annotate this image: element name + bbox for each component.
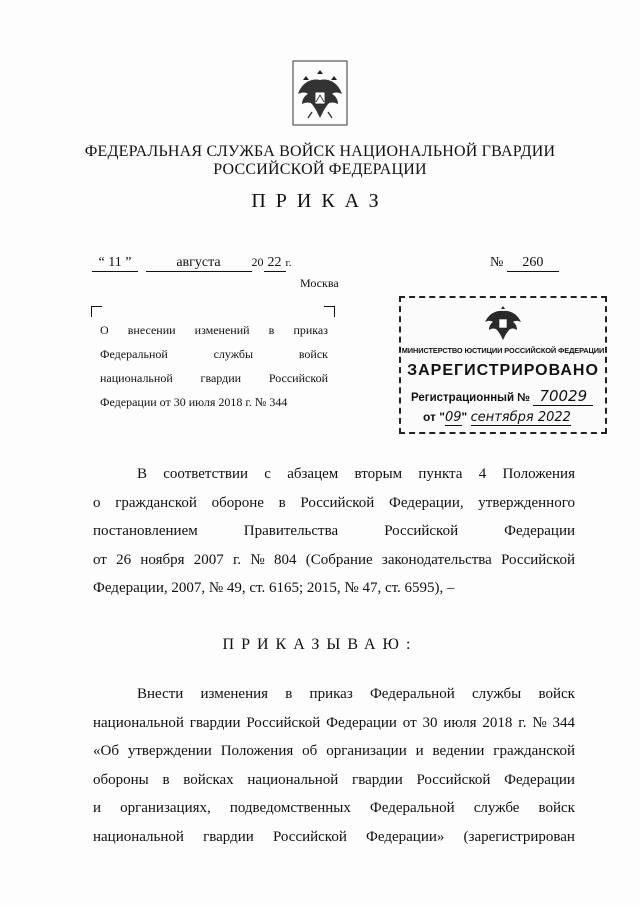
body-word: национальной xyxy=(93,828,184,845)
subject-line xyxy=(100,366,328,390)
subject-word: Федеральной xyxy=(100,347,168,361)
preamble-word: Правительства xyxy=(243,523,339,539)
body-word: войск xyxy=(538,686,575,702)
order-number-value: 260 xyxy=(507,255,559,272)
preamble-word: Положения xyxy=(502,466,575,482)
body-word: приказ xyxy=(309,686,353,702)
agency-name-line2: РОССИЙСКОЙ ФЕДЕРАЦИИ xyxy=(213,161,427,178)
body-word: службе xyxy=(473,800,520,816)
body-word: Федеральной xyxy=(369,686,455,702)
document-type: ПРИКАЗ xyxy=(251,190,389,212)
body-text: «Об утверждении Положения об организации и ведении гражданской xyxy=(93,743,575,759)
quote-open: “ xyxy=(98,255,105,270)
order-date-year-suffix: 22 xyxy=(264,255,286,272)
stamp-reg-number-label: Регистрационный № xyxy=(411,392,531,404)
order-date-year-prefix: 20 xyxy=(251,255,264,269)
preamble-text: от 26 ноября 2007 г. № 804 (Собрание законодательства Российской xyxy=(93,551,575,568)
preamble-word: пункта xyxy=(418,466,463,482)
body-word: и xyxy=(93,800,102,816)
subject-bracket-right xyxy=(324,306,335,317)
stamp-date-open-quote: " xyxy=(439,410,445,424)
issue-city: Москва xyxy=(300,276,339,290)
body-word: изменения xyxy=(200,686,269,702)
subject-word: в xyxy=(268,323,275,337)
body-line xyxy=(93,823,575,852)
agency-name xyxy=(80,143,560,179)
subject-line xyxy=(100,342,328,366)
preamble-text: Федерации, 2007, № 49, ст. 6165; 2015, № 47, ст. 6595), – xyxy=(93,580,455,596)
stamp-date-row xyxy=(423,410,603,425)
subject-bracket-left xyxy=(91,306,102,317)
preamble-word: в xyxy=(278,494,286,511)
body-word: в xyxy=(285,686,293,702)
preamble-paragraph xyxy=(93,460,575,603)
body-line xyxy=(93,709,575,738)
body-word: Федеральной xyxy=(369,800,455,816)
preamble-word: о xyxy=(93,494,101,511)
body-word: Российской xyxy=(416,771,491,788)
number-sign: № xyxy=(490,255,504,270)
body-paragraph xyxy=(93,680,575,851)
body-word: обороны xyxy=(93,771,149,788)
subject-word: внесении xyxy=(127,323,176,337)
quote-close: ” xyxy=(125,255,132,270)
subject-line xyxy=(100,390,328,414)
order-date xyxy=(92,255,292,272)
order-date-month: августа xyxy=(146,255,252,272)
preamble-word: постановлением xyxy=(93,523,198,539)
stamp-status: ЗАРЕГИСТРИРОВАНО xyxy=(407,362,599,379)
subject-word: гвардии xyxy=(200,371,242,385)
body-word: в xyxy=(162,771,170,788)
ordering-word: ПРИКАЗЫВАЮ: xyxy=(222,636,418,653)
subject-word: службы xyxy=(213,347,254,361)
coat-of-arms-icon xyxy=(292,60,348,126)
subject-text: Федерации от 30 июля 2018 г. № 344 xyxy=(100,395,288,409)
preamble-word: Российской xyxy=(300,494,375,511)
body-line xyxy=(93,737,575,766)
stamp-ministry: МИНИСТЕРСТВО ЮСТИЦИИ РОССИЙСКОЙ ФЕДЕРАЦИИ xyxy=(401,346,605,355)
order-number xyxy=(490,255,559,272)
order-subject xyxy=(100,318,328,414)
body-word: службы xyxy=(471,686,522,702)
body-line xyxy=(93,766,575,795)
body-word: национальной xyxy=(247,771,339,788)
body-word: подведомственных xyxy=(229,800,351,816)
stamp-date-prefix: от xyxy=(423,410,436,424)
subject-word: войск xyxy=(298,347,328,361)
body-word: войск xyxy=(538,800,575,816)
body-word: Внести xyxy=(137,686,184,702)
body-word: организациях, xyxy=(120,800,211,816)
preamble-word: обороне xyxy=(211,494,264,511)
subject-line xyxy=(100,318,328,342)
body-word: (зарегистрирован xyxy=(463,828,575,845)
preamble-word: утвержденного xyxy=(478,494,575,511)
preamble-word: В xyxy=(137,466,148,482)
body-word: Федерации xyxy=(504,771,575,788)
order-date-day: 11 xyxy=(108,255,122,270)
order-date-year-unit: г. xyxy=(285,257,292,269)
preamble-word: Российской xyxy=(384,523,459,539)
preamble-word: вторым xyxy=(354,466,403,482)
body-word: войсках xyxy=(183,771,234,788)
body-word: гвардии xyxy=(352,771,403,788)
body-word: гвардии xyxy=(203,828,254,845)
preamble-word: абзацем xyxy=(287,466,339,482)
body-word: Федерации» xyxy=(366,828,445,845)
preamble-word: Федерации xyxy=(504,523,575,539)
stamp-reg-number: 70029 xyxy=(533,387,593,406)
subject-word: изменений xyxy=(194,323,250,337)
body-line xyxy=(93,680,575,709)
stamp-date-day: 09 xyxy=(444,410,462,425)
preamble-line xyxy=(93,460,575,489)
stamp-reg-number-row xyxy=(411,387,601,406)
agency-name-line1: ФЕДЕРАЛЬНАЯ СЛУЖБА ВОЙСК НАЦИОНАЛЬНОЙ ГВАРДИИ xyxy=(84,143,556,160)
registration-stamp xyxy=(399,296,607,434)
subject-word: О xyxy=(100,323,109,337)
stamp-date-close-quote: " xyxy=(461,410,468,424)
stamp-coat-of-arms-icon xyxy=(481,304,525,342)
stamp-date-month-year: сентября 2022 xyxy=(470,410,571,425)
preamble-word: 4 xyxy=(478,466,487,482)
preamble-line xyxy=(93,546,575,575)
subject-word: приказ xyxy=(293,323,328,337)
preamble-line xyxy=(93,574,575,603)
preamble-word: Федерации, xyxy=(389,494,464,511)
subject-word: Российской xyxy=(268,371,328,385)
subject-word: национальной xyxy=(100,371,173,385)
body-line xyxy=(93,794,575,823)
body-text: национальной гвардии Российской Федерации от 30 июля 2018 г. № 344 xyxy=(93,714,575,731)
preamble-line xyxy=(93,517,575,546)
preamble-line xyxy=(93,489,575,518)
preamble-word: с xyxy=(264,466,271,482)
preamble-word: соответствии xyxy=(163,466,249,482)
preamble-word: гражданской xyxy=(115,494,197,511)
body-word: Российской xyxy=(272,828,347,845)
order-date-day-field xyxy=(92,255,138,272)
